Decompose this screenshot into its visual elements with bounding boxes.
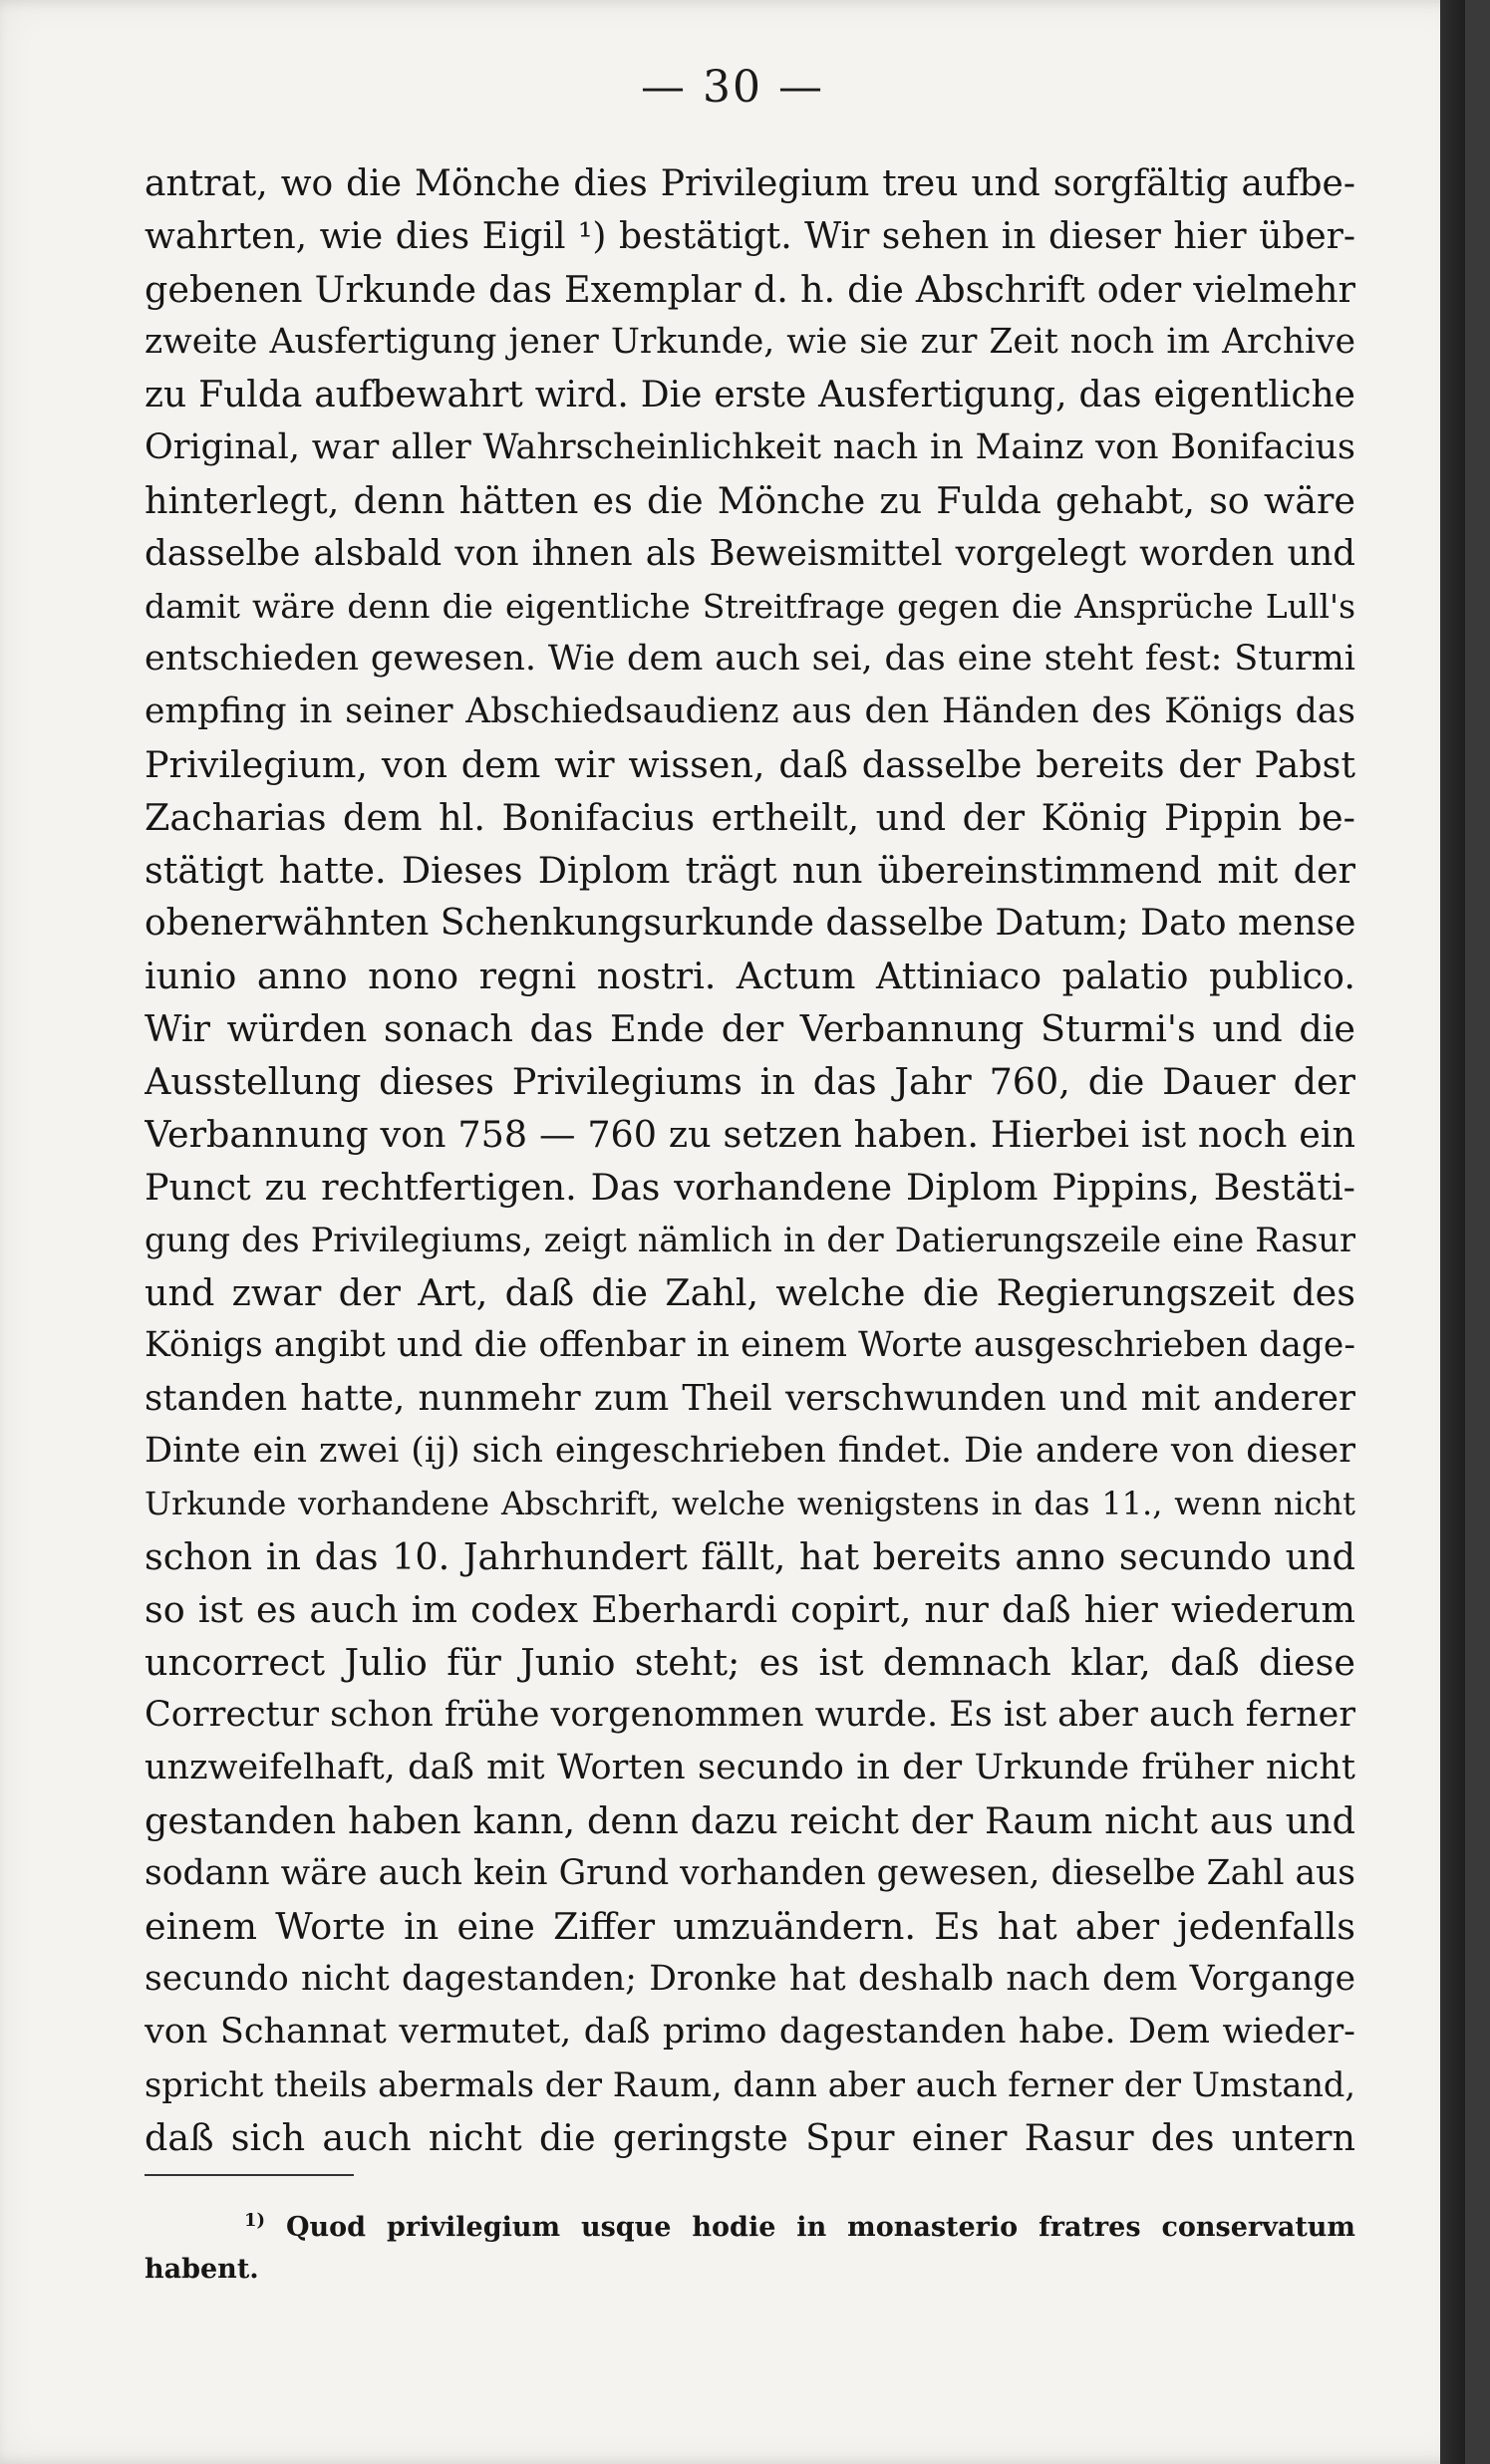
text-line: spricht theils abermals der Raum, dann aber auch ferner der Umstand,	[145, 2065, 1355, 2104]
text-line: unzweifelhaft, daß mit Worten secundo in der Urkunde früher nicht	[145, 1748, 1355, 1787]
footnote-line	[145, 2207, 1355, 2249]
page-edge-shadow	[1440, 0, 1465, 2464]
text-line: dasselbe alsbald von ihnen als Beweismittel vorgelegt worden und	[145, 533, 1355, 574]
footnote-separator	[145, 2174, 354, 2176]
text-line: empfing in seiner Abschiedsaudienz aus den Händen des Königs das	[145, 691, 1355, 731]
text-line: gestanden haben kann, denn dazu reicht der Raum nicht aus und	[145, 1799, 1355, 1842]
text-line: Wir würden sonach das Ende der Verbannung Sturmi's und die	[145, 1007, 1355, 1050]
text-line: obenerwähnten Schenkungsurkunde dasselbe Datum; Dato mense	[145, 903, 1355, 944]
text-line: entschieden gewesen. Wie dem auch sei, das eine steht fest: Sturmi	[145, 639, 1355, 679]
text-line: standen hatte, nunmehr zum Theil verschwunden und mit anderer	[145, 1378, 1355, 1419]
text-line: gung des Privilegiums, zeigt nämlich in der Datierungszeile eine Rasur	[145, 1221, 1355, 1259]
text-line: stätigt hatte. Dieses Diplom trägt nun übereinstimmend mit der	[145, 849, 1355, 892]
text-line: Ausstellung dieses Privilegiums in das Jahr 760, die Dauer der	[145, 1060, 1355, 1103]
text-line: Verbannung von 758 — 760 zu setzen haben. Hierbei ist noch ein	[145, 1113, 1355, 1156]
footnote-marker: 1)	[244, 2210, 266, 2231]
text-line: hinterlegt, denn hätten es die Mönche zu Fulda gehabt, so wäre	[145, 479, 1355, 522]
text-line: und zwar der Art, daß die Zahl, welche die Regierungszeit des	[145, 1271, 1355, 1314]
footnote-text: Quod privilegium usque hodie in monasterio fratres conservatum	[285, 2212, 1355, 2243]
text-line: Correctur schon frühe vorgenommen wurde. Es ist aber auch ferner	[145, 1695, 1355, 1735]
text-line: schon in das 10. Jahrhundert fällt, hat bereits anno secundo und	[145, 1535, 1355, 1578]
text-line: zu Fulda aufbewahrt wird. Die erste Ausfertigung, das eigentliche	[145, 375, 1355, 415]
text-line: Punct zu rechtfertigen. Das vorhandene Diplom Pippins, Bestäti-	[145, 1166, 1355, 1209]
text-line: Privilegium, von dem wir wissen, daß dasselbe bereits der Pabst	[145, 743, 1355, 786]
text-line: Urkunde vorhandene Abschrift, welche wenigstens in das 11., wenn nicht	[145, 1485, 1355, 1522]
text-line: damit wäre denn die eigentliche Streitfrage gegen die Ansprüche Lull's	[145, 587, 1355, 626]
text-line: secundo nicht dagestanden; Dronke hat deshalb nach dem Vorgange	[145, 1959, 1355, 1999]
text-line: daß sich auch nicht die geringste Spur einer Rasur des untern	[145, 2116, 1355, 2159]
body-text	[145, 157, 1355, 2164]
text-line: Königs angibt und die offenbar in einem Worte ausgeschrieben dage-	[145, 1325, 1355, 1365]
footnote-line-continued: habent.	[145, 2254, 259, 2285]
text-line: zweite Ausfertigung jener Urkunde, wie sie zur Zeit noch im Archive	[145, 322, 1355, 362]
text-line: Original, war aller Wahrscheinlichkeit nach in Mainz von Bonifacius	[145, 427, 1355, 467]
text-line: von Schannat vermutet, daß primo dagestanden habe. Dem wieder-	[145, 2012, 1355, 2052]
text-line: antrat, wo die Mönche dies Privilegium treu und sorgfältig aufbe-	[145, 163, 1355, 204]
text-line: uncorrect Julio für Junio steht; es ist demnach klar, daß diese	[145, 1641, 1355, 1684]
text-line: sodann wäre auch kein Grund vorhanden gewesen, dieselbe Zahl aus	[145, 1853, 1355, 1893]
page-number: — 30 —	[641, 62, 824, 113]
text-line: einem Worte in eine Ziffer umzuändern. Es hat aber jedenfalls	[145, 1905, 1355, 1948]
text-line: gebenen Urkunde das Exemplar d. h. die Abschrift oder vielmehr	[145, 268, 1355, 311]
text-line: iunio anno nono regni nostri. Actum Attiniaco palatio publico.	[145, 955, 1355, 997]
text-line: so ist es auch im codex Eberhardi copirt, nur daß hier wiederum	[145, 1588, 1355, 1631]
footnote	[145, 2207, 1355, 2291]
text-line: Dinte ein zwei (ij) sich eingeschrieben findet. Die andere von dieser	[145, 1431, 1355, 1471]
text-line: Zacharias dem hl. Bonifacius ertheilt, und der König Pippin be-	[145, 796, 1355, 839]
text-line: wahrten, wie dies Eigil ¹) bestätigt. Wir sehen in dieser hier über-	[145, 216, 1355, 257]
